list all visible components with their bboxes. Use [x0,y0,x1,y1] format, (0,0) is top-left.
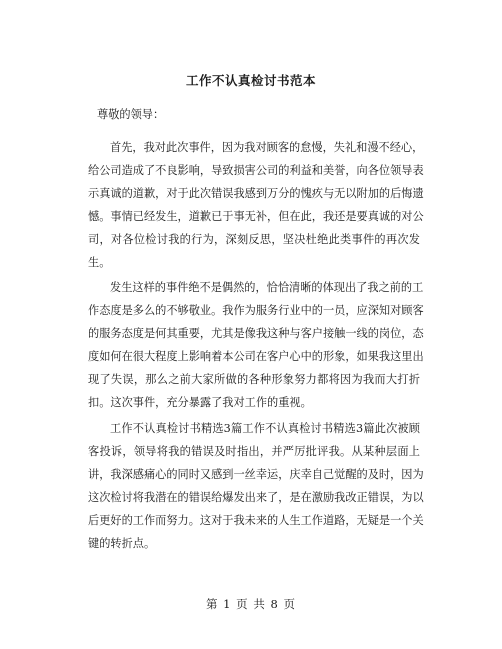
paragraph-line: 讲，我深感痛心的同时又感到一丝幸运，庆幸自己觉醒的及时，因为 [88,468,424,481]
paragraph-line: 憾。事情已经发生，道歉已于事无补，但在此，我还是要真诚的对公 [88,210,424,223]
paragraph-line: 示真诚的道歉，对于此次错误我感到万分的愧疚与无以附加的后悔遗 [88,187,424,200]
paragraph-3 [88,417,424,555]
paragraph-line: 这次检讨将我潜在的错误给爆发出来了，是在激励我改正错误，为以 [88,491,424,504]
paragraph-line: 给公司造成了不良影响，导致损害公司的利益和美誉，向各位领导表 [88,164,424,177]
paragraph-line: 客投诉，领导将我的错误及时指出，并严厉批评我。从某种层面上 [88,445,420,458]
paragraph-line: 司，对各位检讨我的行为，深刻反思，坚决杜绝此类事件的再次发 [88,233,420,246]
page-footer: 第 1 页 共 8 页 [206,597,296,611]
paragraph-line: 键的转折点。 [88,537,156,550]
paragraph-line: 首先，我对此次事件，因为我对顾客的怠慢，失礼和漫不经心， [110,141,424,154]
paragraph-line: 度如何在很大程度上影响着本公司在客户心中的形象，如果我这里出 [88,350,424,363]
document-title: 工作不认真检讨书范本 [185,73,316,88]
paragraph-line: 现了失误，那么之前大家所做的各种形象努力都将因为我而大打折 [88,373,420,386]
paragraph-line: 后更好的工作而努力。这对于我未来的人生工作道路，无疑是一个关 [88,514,424,527]
paragraph-line: 的服务态度是何其重要，尤其是像我这种与客户接触一线的岗位，态 [88,327,424,340]
paragraph-line: 工作不认真检讨书精选3篇工作不认真检讨书精选3篇此次被顾 [110,422,420,435]
paragraph-line: 生。 [88,256,111,269]
salutation: 尊敬的领导： [97,108,165,121]
paragraph-1 [88,136,424,274]
paragraph-line: 扣。这次事件，充分暴露了我对工作的重视。 [88,396,312,409]
paragraph-line: 作态度是多么的不够敬业。我作为服务行业中的一员，应深知对顾客 [88,304,424,317]
paragraph-line: 发生这样的事件绝不是偶然的，恰恰清晰的体现出了我之前的工 [110,281,424,294]
paragraph-2 [88,276,424,414]
